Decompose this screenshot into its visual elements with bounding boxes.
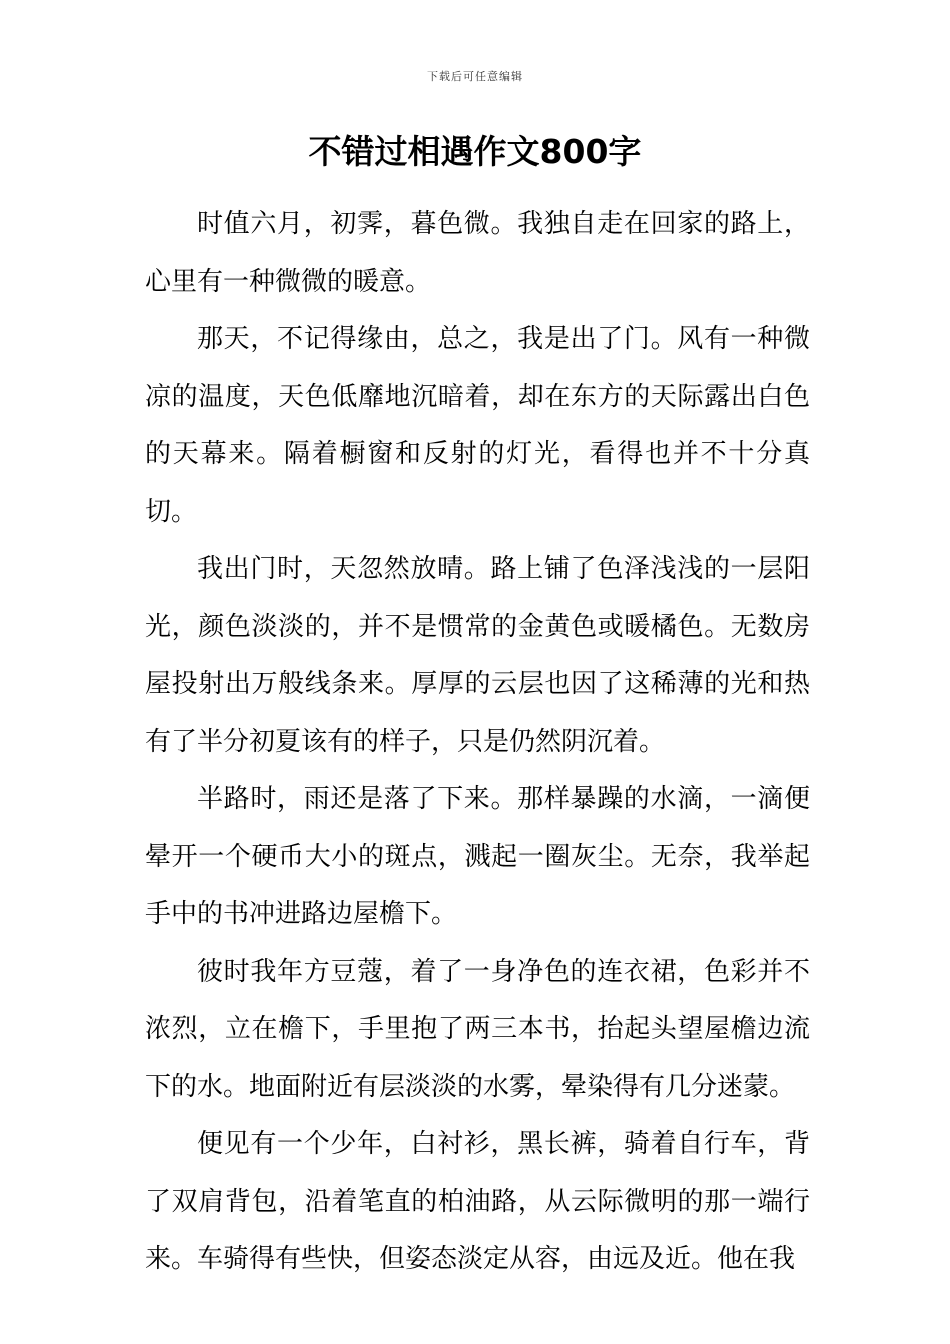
paragraph: 便见有一个少年，白衬衫，黑长裤，骑着自行车，背了双肩背包，沿着笔直的柏油路，从云际微明的那一端行来。车骑得有些快，但姿态淡定从容，由远及近。他在我 <box>145 1129 810 1274</box>
essay-body <box>145 196 810 1289</box>
paragraph: 我出门时，天忽然放晴。路上铺了色泽浅浅的一层阳光，颜色淡淡的，并不是惯常的金黄色或暖橘色。无数房屋投射出万般线条来。厚厚的云层也因了这稀薄的光和热有了半分初夏该有的样子，只是仍然阴沉着。 <box>145 554 810 757</box>
paragraph: 半路时，雨还是落了下来。那样暴躁的水滴，一滴便晕开一个硬币大小的斑点，溅起一圈灰尘。无奈，我举起手中的书冲进路边屋檐下。 <box>145 784 810 929</box>
document-title: 不错过相遇作文800字 <box>308 132 642 171</box>
paragraph: 那天，不记得缘由，总之，我是出了门。风有一种微凉的温度，天色低靡地沉暗着，却在东方的天际露出白色的天幕来。隔着橱窗和反射的灯光，看得也并不十分真切。 <box>145 324 810 527</box>
paragraph: 时值六月，初霁，暮色微。我独自走在回家的路上，心里有一种微微的暖意。 <box>145 209 810 297</box>
paragraph: 彼时我年方豆蔻，着了一身净色的连衣裙，色彩并不浓烈，立在檐下，手里抱了两三本书，抬起头望屋檐边流下的水。地面附近有层淡淡的水雾，晕染得有几分迷蒙。 <box>145 956 810 1102</box>
header-note: 下载后可任意编辑 <box>427 70 523 83</box>
